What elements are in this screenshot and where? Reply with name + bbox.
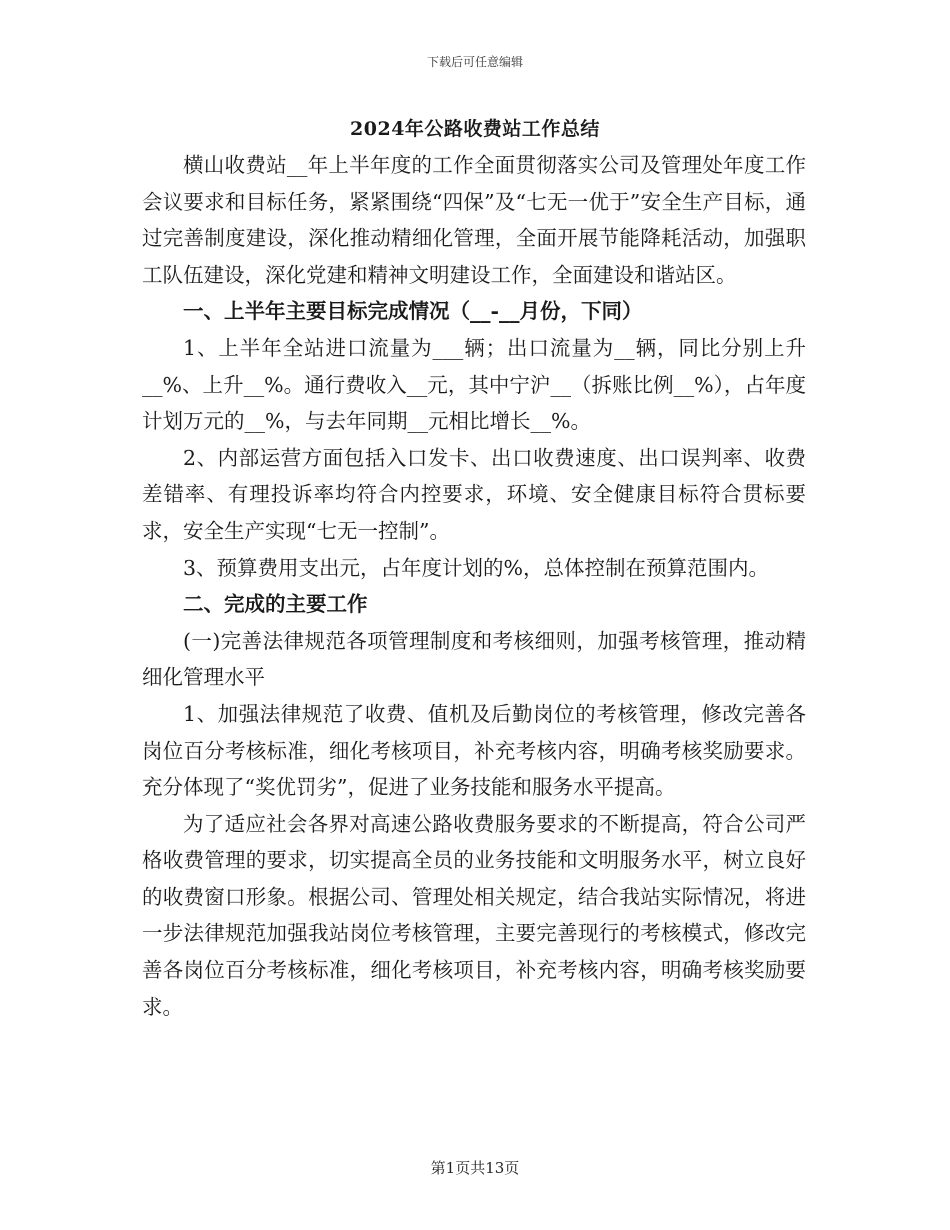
paragraph-budget: 3、预算费用支出元，占年度计划的%，总体控制在预算范围内。 <box>183 555 770 580</box>
paragraph-service-standards: 为了适应社会各界对高速公路收费服务要求的不断提高，符合公司严格收费管理的要求，切实提高全员的业务技能和文明服务水平，树立良好的收费窗口形象。根据公司、管理处相关规定，结合我站实际情况，将进一步法律规范加强我站岗位考核管理，主要完善现行的考核模式，修改完善各岗位百分考核标准，细化考核项目，补充考核内容，明确考核奖励要求。 <box>142 811 806 1019</box>
document-body <box>142 147 806 1025</box>
intro-paragraph: 横山收费站__年上半年度的工作全面贯彻落实公司及管理处年度工作会议要求和目标任务，紧紧围绕“四保”及“七无一优于”安全生产目标，通过完善制度建设，深化推动精细化管理，全面开展节能降耗活动，加强职工队伍建设，深化党建和精神文明建设工作，全面建设和谐站区。 <box>142 153 806 287</box>
section-heading-2: 二、完成的主要工作 <box>183 592 368 617</box>
document-title: 2024年公路收费站工作总结 <box>350 118 600 140</box>
paragraph-traffic-revenue: 1、上半年全站进口流量为___辆；出口流量为__辆，同比分别上升__%、上升__%。通行费收入__元，其中宁沪__（拆账比例__%），占年度计划万元的__%，与去年同期__元相比增长__%。 <box>142 335 806 434</box>
page-number: 第1页共13页 <box>430 1159 520 1177</box>
paragraph-internal-operations: 2、内部运营方面包括入口发卡、出口收费速度、出口误判率、收费差错率、有理投诉率均符合内控要求，环境、安全健康目标符合贯标要求，安全生产实现“七无一控制”。 <box>142 445 806 543</box>
subsection-heading-1: (一)完善法律规范各项管理制度和考核细则，加强考核管理，推动精细化管理水平 <box>142 628 806 690</box>
section-heading-1: 一、上半年主要目标完成情况（__-__月份，下同） <box>183 299 643 324</box>
paragraph-assessment-management: 1、加强法律规范了收费、值机及后勤岗位的考核管理，修改完善各岗位百分考核标准，细化考核项目，补充考核内容，明确考核奖励要求。充分体现了“奖优罚劣”，促进了业务技能和服务水平提高。 <box>142 701 806 800</box>
page-header-note: 下载后可任意编辑 <box>426 55 523 69</box>
